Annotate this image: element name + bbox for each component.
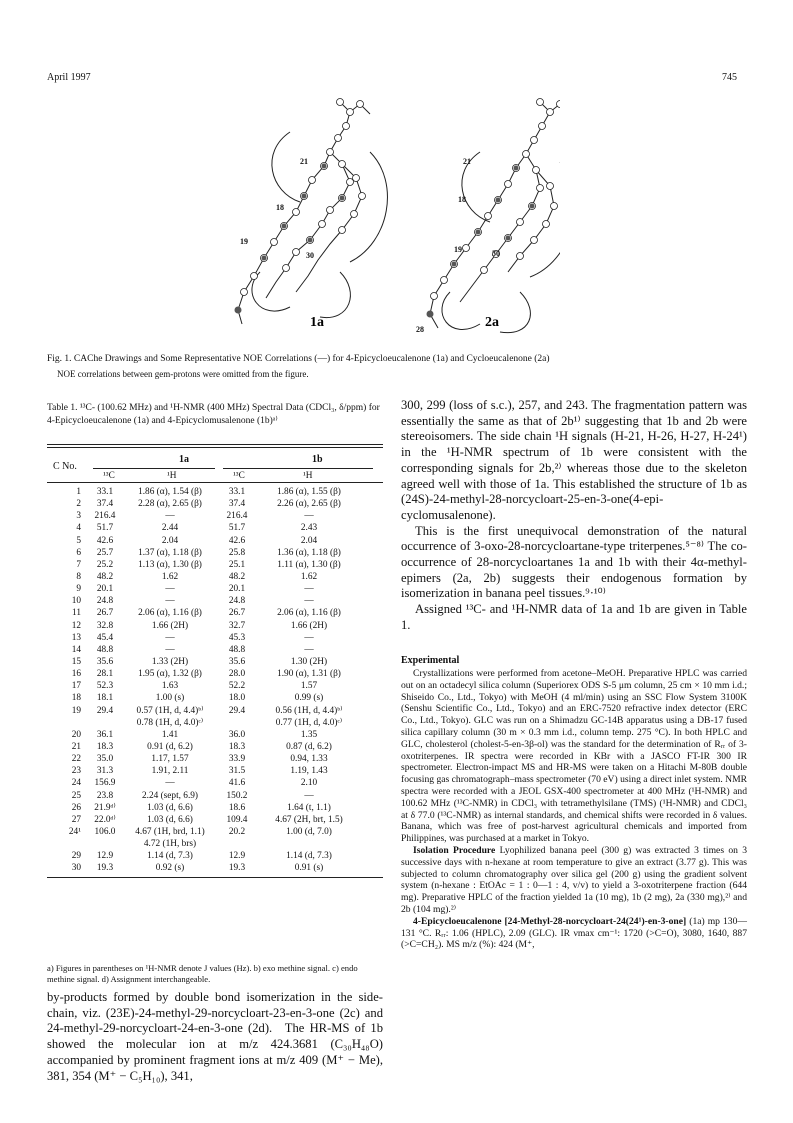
table-cell: 1.90 (α), 1.31 (β) (277, 669, 341, 680)
table-cell: 23 (71, 766, 81, 777)
table-row (47, 559, 383, 571)
table-cell: 51.7 (96, 523, 114, 534)
table-cell: 25.8 (228, 547, 246, 558)
table-cell: 216.4 (226, 511, 248, 522)
table-row (47, 777, 383, 789)
table-cell: 2.10 (300, 778, 318, 789)
left-column-text: by-products formed by double bond isomerization in the side-chain, viz. (23E)-24-methyl-29-norcycloart-23-en-3-one (2c) and 24-methyl-29-norcycloart-24-en-3-one (2d). The HR-MS of 1b showed the molecular ion at m/z 424.3681 (C₃₀H₄₈O) accompanied by prominent fragment ions at m/z 409 (M⁺ − Me), 381, 354 (M⁺ − C₅H₁₀), 341, (47, 990, 383, 1083)
table-header (47, 448, 383, 482)
table-row (47, 680, 383, 692)
table-cell: 1.86 (α), 1.55 (β) (277, 487, 341, 497)
table-cell: 24 (71, 778, 81, 789)
table-cell: 4.67 (1H, brd, 1.1) (135, 826, 205, 837)
table-row (47, 729, 383, 741)
table-cell: 13 (71, 632, 81, 643)
table-row (47, 814, 383, 826)
table-cell: 1 (76, 487, 81, 497)
table-row (47, 522, 383, 534)
table-cell: 41.6 (228, 778, 246, 789)
table-cell: 11 (72, 608, 81, 619)
table-cell: 1.00 (s) (155, 693, 185, 704)
table-cell: 0.77 (1H, d, 4.0)ᶜ⁾ (275, 717, 343, 728)
table-cell: 48.2 (96, 571, 114, 582)
right-column-text (401, 398, 747, 634)
table-cell: 1.36 (α), 1.18 (β) (277, 547, 341, 558)
table-cell: 24.8 (228, 596, 246, 607)
table-row (47, 571, 383, 583)
compound-label-1a: 1a (310, 315, 324, 330)
table-cell: 27 (71, 814, 81, 825)
paragraph-3: Assigned ¹³C- and ¹H-NMR data of 1a and 1b are given in Table 1. (401, 602, 747, 632)
table-cell: 1.62 (161, 571, 179, 582)
table-cell: 0.91 (s) (294, 863, 324, 874)
table-cell: — (165, 632, 175, 643)
experimental-heading: Experimental (401, 655, 460, 666)
table-row (47, 656, 383, 668)
table-cell: 3 (76, 511, 81, 522)
compound-text: (1a) mp 130—131 °C. Rᵣᵣ: 1.06 (HPLC), 2.09 (GLC). IR νmax cm⁻¹: 1720 (>C=O), 3080, 1640, 887 (>C=CH₂). MS m/z (%): 424 (M⁺, (401, 915, 747, 951)
table-cell: 31.5 (228, 766, 246, 777)
table-cell: 2.44 (161, 523, 179, 534)
table-cell (259, 838, 359, 850)
table-cell: 9 (76, 584, 81, 595)
table-cell: 2.06 (α), 1.16 (β) (138, 608, 202, 619)
isolation-paragraph (401, 845, 747, 916)
table-cell (85, 717, 125, 729)
table-cell: 12.9 (96, 851, 114, 862)
table-cell: 14 (71, 644, 81, 655)
table-cell: 32.8 (96, 620, 114, 631)
table-cell: 1.86 (α), 1.54 (β) (138, 487, 202, 497)
table-cell: 1.14 (d, 7.3) (147, 851, 193, 862)
table-group-rule-1b (223, 468, 373, 469)
table-cell: 24¹ (68, 826, 81, 837)
table-cell: 0.94, 1.33 (290, 754, 328, 765)
page-number: 745 (722, 72, 737, 83)
molecule-2a-carbons (427, 166, 535, 318)
table-cell: 0.56 (1H, d, 4.4)ᵇ⁾ (275, 705, 343, 716)
table-cell: 22 (71, 754, 81, 765)
table-cell: — (165, 644, 175, 655)
table-col-1h-1a: ¹H (167, 471, 177, 481)
table-col-13c-1b: ¹³C (233, 471, 245, 481)
table-row (47, 498, 383, 510)
table-cell: 4.72 (1H, brs) (143, 839, 197, 850)
table-cell: 25 (71, 790, 81, 801)
table-cell: 19.3 (96, 863, 114, 874)
table-cell: 10 (71, 596, 81, 607)
table-cell: 16 (71, 669, 81, 680)
table-cell: — (304, 790, 314, 801)
table-cell: 32.7 (228, 620, 246, 631)
molecule-1a-drawing (238, 102, 387, 324)
table-cell: 4.67 (2H, brt, 1.5) (275, 814, 343, 825)
table-cell: 25.2 (96, 559, 114, 570)
table-bottom-rule (47, 877, 383, 878)
table-cell: 1.37 (α), 1.18 (β) (138, 547, 202, 558)
table-cell: 4 (76, 523, 81, 534)
table-cell: 15 (71, 656, 81, 667)
table-cell (47, 717, 85, 729)
table-cell: — (165, 778, 175, 789)
table-cell: — (304, 644, 314, 655)
table-cell: 25.1 (228, 559, 246, 570)
table-cell: 22.0ᵈ⁾ (94, 814, 116, 825)
table-cell: — (165, 511, 175, 522)
table-cell: 106.0 (94, 826, 116, 837)
table-caption: Table 1. ¹³C- (100.62 MHz) and ¹H-NMR (400 MHz) Spectral Data (CDCl₃, δ/ppm) for 4-Epicycloeucalenone (1a) and 4-Epicyclomusalenone (1b)ᵃ⁾ (47, 403, 380, 426)
molecule-2a-drawing (430, 102, 560, 333)
table-cell: 2.04 (300, 535, 318, 546)
table-cell: 42.6 (228, 535, 246, 546)
table-cell: 48.8 (228, 644, 246, 655)
table-cell: 33.1 (96, 487, 114, 497)
table-cell: 2.06 (α), 1.16 (β) (277, 608, 341, 619)
table-cell: 18.3 (96, 741, 114, 752)
table-cell: 1.57 (300, 681, 318, 692)
paragraph-2: This is the first unequivocal demonstration of the natural occurrence of 3-oxo-28-norcycloartane-type triterpenes.⁵⁻⁸⁾ The co-occurrence of 28-norcycloartanes 1a and 1b with their 4α-methyl-epimers (2a, 2b) suggests their endogenous formation by isomerization in banana peel tissues.⁹·¹⁰⁾ (401, 523, 747, 601)
atom-label-21-2a: 21 (463, 157, 471, 166)
table-cell: 26 (71, 802, 81, 813)
table-cell: 0.91 (d, 6.2) (147, 741, 193, 752)
table-row (47, 705, 383, 717)
table-cell: 37.4 (96, 499, 114, 510)
table-cell: 1.95 (α), 1.32 (β) (138, 669, 202, 680)
table-cell: 18.0 (228, 693, 246, 704)
table-cell: 2.04 (161, 535, 179, 546)
table-cell: 29.4 (228, 705, 246, 716)
table-cell: 150.2 (226, 790, 248, 801)
table-cell: 1.33 (2H) (151, 656, 189, 667)
table-cell: 0.57 (1H, d, 4.4)ᵇ⁾ (136, 705, 204, 716)
table-cell: 29.4 (96, 705, 114, 716)
table-cell: 42.6 (96, 535, 114, 546)
table-cell: 52.2 (228, 681, 246, 692)
table-row (47, 632, 383, 644)
paragraph-1: 300, 299 (loss of s.c.), 257, and 243. The fragmentation pattern was essentially the same as that of 2b¹⁾ suggesting that 1b and 2b were stereoisomers. The side chain ¹H signals (H-21, H-26, H-27, H-24¹) in the ¹H-NMR spectrum of 1b were consistent with the corresponding signals for 2b,²⁾ whereas those due to the skeleton agreed well with those of 1a. This established the structure of 1b as (24S)-24-methyl-28-norcycloart-25-en-3-one(4-epi-cyclomusalenone). (401, 398, 747, 522)
table-cell: 1.30 (2H) (290, 656, 328, 667)
table-cell: 0.92 (s) (155, 863, 185, 874)
table-row (47, 486, 383, 498)
table-cell: 1.03 (d, 6.6) (147, 802, 193, 813)
table-cell: 20.1 (96, 584, 114, 595)
table-cell: 7 (76, 559, 81, 570)
table-cell: 12 (71, 620, 81, 631)
table-footnote: a) Figures in parentheses on ¹H-NMR denote J values (Hz). b) exo methine signal. c) endo methine signal. d) Assignment interchangeable. (47, 963, 358, 984)
table-cell: 52.3 (96, 681, 114, 692)
table-cell: 23.8 (96, 790, 114, 801)
table-cell: 1.17, 1.57 (151, 754, 189, 765)
table-cell: 1.35 (300, 729, 318, 740)
isolation-text: Lyophilized banana peel (300 g) was extracted 3 times on 3 successive days with n-hexane at room temperature to give an extract (3.77 g). This was subjected to column chromatography over silica gel (200 g) using the gradient solvent system (n-hexane : EtOAc = 1 : 0—1 : 4, v/v) to yield a 3-oxotriterpene fraction (644 mg). Preparative HPLC of the fraction yielded 1a (10 mg), 1b (2 mg), 2a (330 mg),²⁾ and 2b (104 mg).²⁾ (401, 844, 748, 915)
table-cell: 1.13 (α), 1.30 (β) (138, 559, 202, 570)
table-row (47, 717, 383, 729)
atom-label-30-2a: 30 (492, 249, 500, 258)
table-row (47, 535, 383, 547)
table-row (47, 607, 383, 619)
table-cell: 2 (76, 499, 81, 510)
table-cell: 1.66 (2H) (290, 620, 328, 631)
figure-note: NOE correlations between gem-protons were omitted from the figure. (57, 369, 309, 379)
table-cell: 36.0 (228, 729, 246, 740)
table-row (47, 838, 383, 850)
table-cell: 19 (71, 705, 81, 716)
table-cell: 48.8 (96, 644, 114, 655)
table-row (47, 620, 383, 632)
table-cell: 48.2 (228, 571, 246, 582)
table-cell: 20.1 (228, 584, 246, 595)
table-cell: — (304, 596, 314, 607)
atom-label-21-1a: 21 (300, 157, 308, 166)
table-group-rule-1a (93, 468, 215, 469)
table-cell: 28.0 (228, 669, 246, 680)
table-col-1h-1b: ¹H (303, 471, 313, 481)
table-cell: 2.26 (α), 2.65 (β) (277, 499, 341, 510)
table-cell: 31.3 (96, 766, 114, 777)
table-cell: 28.1 (96, 669, 114, 680)
table-cell: 1.03 (d, 6.6) (147, 814, 193, 825)
molecule-2a-atoms (431, 99, 561, 300)
table-cell: 0.87 (d, 6.2) (286, 741, 332, 752)
table-cell: — (165, 584, 175, 595)
table-cell: 30 (71, 863, 81, 874)
table-cell: 216.4 (94, 511, 116, 522)
compound-label-2a: 2a (485, 315, 499, 330)
table-cell: 2.24 (sept, 6.9) (141, 790, 199, 801)
table-cell: 33.9 (228, 754, 246, 765)
table-cell (215, 838, 259, 850)
table-cell: 35.6 (228, 656, 246, 667)
table-cell: 0.78 (1H, d, 4.0)ᶜ⁾ (136, 717, 204, 728)
table-cell: 156.9 (94, 778, 116, 789)
table-cell (47, 838, 85, 850)
table-group-1a: 1a (179, 454, 189, 465)
atom-label-30-1a: 30 (306, 251, 314, 260)
table-cell: 37.4 (228, 499, 246, 510)
experimental-paragraph: Crystallizations were performed from acetone–MeOH. Preparative HPLC was carried out on an octadecyl silica column (Superiorex ODS S-5 μm column, 25 cm × 10 mm i.d.; Shiseido Co., Ltd., Tokyo) with MeOH (4 ml/min) using an SSC Flow System 3100K (Senshu Scientific Co., Ltd., Tokyo) and an ERC-7520 refractive index detector (ERC Co., Ltd., Tokyo). GLC was run on a Shimadzu GC-14B apparatus using a DB-17 fused silica capillary column (30 m × 0.3 mm i.d., column temp. 275 °C). In both HPLC and GLC, cholesterol (cholest-5-en-3β-ol) was the standard for the determination of Rᵣᵣ of 3-oxotriterpenes. IR spectra were recorded in KBr with a JASCO FT-IR 300 IR spectrometer. Electron-impact MS and HR-MS were taken on a Hitachi M-80B double focusing gas chromatograph–mass spectrometer (70 eV) using a direct inlet system. NMR spectra were recorded with a JEOL GSX-400 spectrometer at 400 MHz (¹H-NMR) and 100.62 MHz (¹³C-NMR) in CDCl₃ with tetramethylsilane (TMS) (¹H-NMR) and CDCl₃ at δ 77.0 (¹³C-NMR) as internal standards, and chemical shifts were recorded in δ values. Banana, which was free of post-harvest agricultural chemicals and imported from Philippines, was purchased at a market in Tokyo. (401, 668, 747, 845)
table-cell (215, 717, 259, 729)
table-row (47, 510, 383, 522)
table-cell: 0.99 (s) (294, 693, 324, 704)
table-cell: 5 (76, 535, 81, 546)
table-row (47, 741, 383, 753)
compound-paragraph (401, 916, 747, 951)
atom-label-19-2a: 19 (454, 245, 462, 254)
table-cell: 18.1 (96, 693, 114, 704)
table-cell: 45.3 (228, 632, 246, 643)
table-cell: 35.0 (96, 754, 114, 765)
table-row (47, 802, 383, 814)
figure-caption: Fig. 1. CAChe Drawings and Some Representative NOE Correlations (—) for 4-Epicycloeucalenone (1a) and Cycloeucalenone (2a) (47, 354, 550, 364)
table-row (47, 668, 383, 680)
table-cell: 21 (71, 741, 81, 752)
table-row (47, 790, 383, 802)
table-cell: 45.4 (96, 632, 114, 643)
experimental-section (401, 668, 747, 951)
table-col-no: C No. (53, 461, 77, 472)
table-cell: 24.8 (96, 596, 114, 607)
running-header-date: April 1997 (47, 72, 91, 83)
table-cell: 18.6 (228, 802, 246, 813)
table-row (47, 826, 383, 838)
table-cell: 26.7 (228, 608, 246, 619)
atom-label-18-1a: 18 (276, 203, 284, 212)
table-cell: 51.7 (228, 523, 246, 534)
table-cell: 1.62 (300, 571, 318, 582)
table-row (47, 862, 383, 874)
table-cell: 1.64 (t, 1.1) (287, 802, 331, 813)
table-cell: 1.63 (161, 681, 179, 692)
table-cell: — (165, 596, 175, 607)
table-row (47, 547, 383, 559)
table-cell: 12.9 (228, 851, 246, 862)
table-cell: 1.91, 2.11 (151, 766, 189, 777)
table-cell: — (304, 511, 314, 522)
table-col-13c-1a: ¹³C (103, 471, 115, 481)
table-cell: 2.28 (α), 2.65 (β) (138, 499, 202, 510)
table-body (47, 483, 383, 875)
table-cell: 109.4 (226, 814, 248, 825)
table-cell: 35.6 (96, 656, 114, 667)
table-row (47, 850, 383, 862)
table-row (47, 644, 383, 656)
table-cell: 20 (71, 729, 81, 740)
table-cell: 26.7 (96, 608, 114, 619)
table-cell: 25.7 (96, 547, 114, 558)
table-cell: — (304, 584, 314, 595)
molecule-1a-carbons (235, 164, 345, 314)
table-row (47, 583, 383, 595)
table-cell: 1.14 (d, 7.3) (286, 851, 332, 862)
table-cell: 6 (76, 547, 81, 558)
table-row (47, 765, 383, 777)
atom-label-18-2a: 18 (458, 195, 466, 204)
nmr-table (47, 444, 383, 878)
table-row (47, 692, 383, 704)
table-cell: 18 (71, 693, 81, 704)
table-cell: 19.3 (228, 863, 246, 874)
table-cell: 17 (71, 681, 81, 692)
table-row (47, 595, 383, 607)
table-cell: 33.1 (228, 487, 246, 497)
table-cell: 2.43 (300, 523, 318, 534)
compound-heading: 4-Epicycloeucalenone [24-Methyl-28-norcycloart-24(24¹)-en-3-one] (413, 915, 687, 927)
table-cell (85, 838, 125, 850)
table-cell: 1.66 (2H) (151, 620, 189, 631)
table-group-1b: 1b (312, 454, 323, 465)
table-cell: 1.00 (d, 7.0) (286, 826, 332, 837)
table-cell: 18.3 (228, 741, 246, 752)
isolation-heading: Isolation Procedure (413, 844, 496, 856)
table-row (47, 753, 383, 765)
table-cell: 29 (71, 851, 81, 862)
atom-label-19-1a: 19 (240, 237, 248, 246)
table-cell: 1.19, 1.43 (290, 766, 328, 777)
table-cell: 1.11 (α), 1.30 (β) (277, 559, 341, 570)
table-cell: 20.2 (228, 826, 246, 837)
table-cell: 1.41 (161, 729, 179, 740)
atom-label-28-2a: 28 (416, 325, 424, 334)
table-cell: 21.9ᵈ⁾ (94, 802, 116, 813)
table-cell: — (304, 632, 314, 643)
noe-figure (230, 92, 560, 350)
table-cell: 36.1 (96, 729, 114, 740)
table-cell: 8 (76, 571, 81, 582)
